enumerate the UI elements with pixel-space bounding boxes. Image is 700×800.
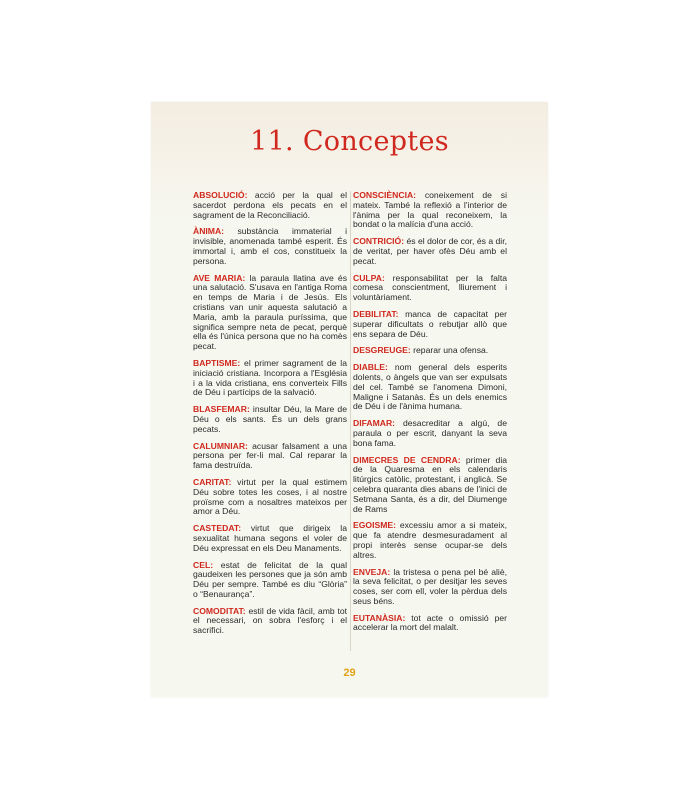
glossary-term: CASTEDAT: (193, 523, 242, 534)
glossary-entry (193, 561, 347, 600)
glossary-definition: acusar falsament a una persona per fer-li mal. Cal reparar la fama destruïda. (193, 440, 347, 471)
glossary-term: CONTRICIÓ: (353, 236, 405, 247)
glossary-entry (353, 568, 507, 607)
glossary-entry (353, 346, 507, 356)
glossary-definition: reparar una ofensa. (410, 345, 489, 356)
glossary-definition: substància immaterial i invisible, anomenada també esperit. És immortal i, amb el cos, constitueix la persona. (193, 226, 347, 266)
glossary-entry (353, 614, 507, 634)
page-title: 11. Conceptes (250, 126, 449, 157)
glossary-definition: la paraula llatina ave és una salutació. S'usava en l'antiga Roma en temps de Maria i de Jesús. Els cristians van unir aquesta salutació a Maria, amb la paraula puríssima, que significa sempre neta de pecat, perquè ella és l'única persona que no ha comès pecat. (193, 272, 347, 352)
glossary-term: ABSOLUCIÓ: (193, 190, 248, 200)
page-number: 29 (343, 667, 356, 679)
glossary-term: EUTANÀSIA: (353, 612, 406, 623)
glossary-definition: estat de felicitat de la qual gaudeixen les persones que ja són amb Déu per sempre. També es diu “Glòria” o “Benaurança”. (193, 559, 347, 599)
glossary-entry (353, 237, 507, 266)
glossary-definition: coneixement de si mateix. També la reflexió a l'interior de l'ànima per la qual reconeixem, la bondat o la malícia d'una acció. (353, 190, 507, 230)
glossary-entry (193, 405, 347, 434)
glossary-entry (193, 524, 347, 553)
glossary-term: DIMECRES DE CENDRA: (353, 454, 461, 465)
glossary-entry (353, 363, 507, 412)
glossary-term: AVE MARIA: (193, 272, 246, 283)
glossary-term: CEL: (193, 559, 214, 570)
glossary-entry (353, 456, 507, 515)
glossary-term: DIFAMAR: (353, 418, 396, 429)
glossary-definition: és el dolor de cor, és a dir, de veritat, per haver ofès Déu amb el pecat. (353, 236, 507, 266)
glossary-term: ENVEJA: (353, 566, 391, 577)
glossary-term: DIABLE: (353, 362, 388, 373)
glossary-term: DEBILITAT: (353, 308, 399, 319)
glossary-term: CARITAT: (193, 476, 232, 487)
glossary-term: BAPTISME: (193, 357, 241, 368)
glossary-entry (353, 521, 507, 560)
glossary-definition: insultar Déu, la Mare de Déu o els sants. És un dels grans pecats. (193, 404, 347, 434)
glossary-term: ÀNIMA: (193, 226, 225, 237)
glossary-term: COMODITAT: (193, 605, 246, 616)
glossary-entry (193, 191, 347, 220)
glossary-entry (353, 419, 507, 448)
glossary-definition: estil de vida fàcil, amb tot el necessari, on sobra l'esforç i el sacrifici. (193, 605, 347, 636)
glossary-entry (193, 359, 347, 398)
glossary-entry (353, 274, 507, 303)
glossary-definition: responsabilitat per la falta comesa conscientment, lliurement i voluntàriament. (353, 272, 507, 303)
glossary-entry (193, 274, 347, 352)
glossary-column-left (193, 191, 351, 651)
glossary-definition: desacreditar a algú, de paraula o per escrit, danyant la seva bona fama. (353, 418, 507, 448)
book-page (151, 102, 548, 697)
glossary-definition: tot acte o omissió per accelerar la mort del malalt. (353, 612, 507, 633)
glossary-definition: la tristesa o pena pel bé aliè, la seva felicitat, o per desitjar les seves coses, ser com ell, voler la pèrdua dels seus béns. (353, 566, 507, 606)
glossary-definition: excessiu amor a si mateix, que fa atendre desmesuradament al propi interès sense ocupar-se dels altres. (353, 520, 507, 560)
glossary-term: BLASFEMAR: (193, 404, 250, 415)
glossary-definition: acció per la qual el sacerdot perdona els pecats en el sagrament de la Reconciliació. (193, 190, 347, 220)
glossary-term: DESGREUGE: (353, 345, 411, 356)
glossary-term: CULPA: (353, 272, 385, 283)
glossary-definition: nom general dels esperits dolents, o àngels que van ser expulsats del cel. També se l'anomena Dimoni, Maligne i Satanàs. És un dels enemics de Déu i de l'ànima humana. (353, 362, 507, 412)
glossary-column-right (353, 191, 507, 651)
glossary-columns (193, 191, 507, 651)
glossary-entry (353, 191, 507, 230)
glossary-entry (193, 478, 347, 517)
glossary-term: CONSCIÈNCIA: (353, 190, 417, 200)
glossary-entry (193, 442, 347, 471)
glossary-term: CALUMNIAR: (193, 440, 248, 451)
glossary-term: EGOISME: (353, 520, 396, 531)
glossary-definition: virtut que dirigeix la sexualitat humana segons el voler de Déu expressat en els Deu Manaments. (193, 523, 347, 553)
glossary-entry (193, 227, 347, 266)
glossary-definition: primer dia de la Quaresma en els calendaris litúrgics catòlic, protestant, i anglicà. Se celebra quaranta dies abans de l'inici de Setmana Santa, és a dir, del Diumenge de Rams (353, 454, 508, 514)
glossary-entry (193, 607, 347, 636)
glossary-definition: manca de capacitat per superar dificultats o rebutjar allò que ens separa de Déu. (353, 308, 507, 339)
glossary-definition: el primer sagrament de la iniciació cristiana. Incorpora a l'Església i a la vida cristiana, ens converteix Fills de Déu i partícips de la salvació. (193, 357, 347, 398)
glossary-definition: virtut per la qual estimem Déu sobre totes les coses, i al nostre proïsme com a nosaltres mateixos per amor a Déu. (193, 476, 347, 517)
glossary-entry (353, 310, 507, 339)
